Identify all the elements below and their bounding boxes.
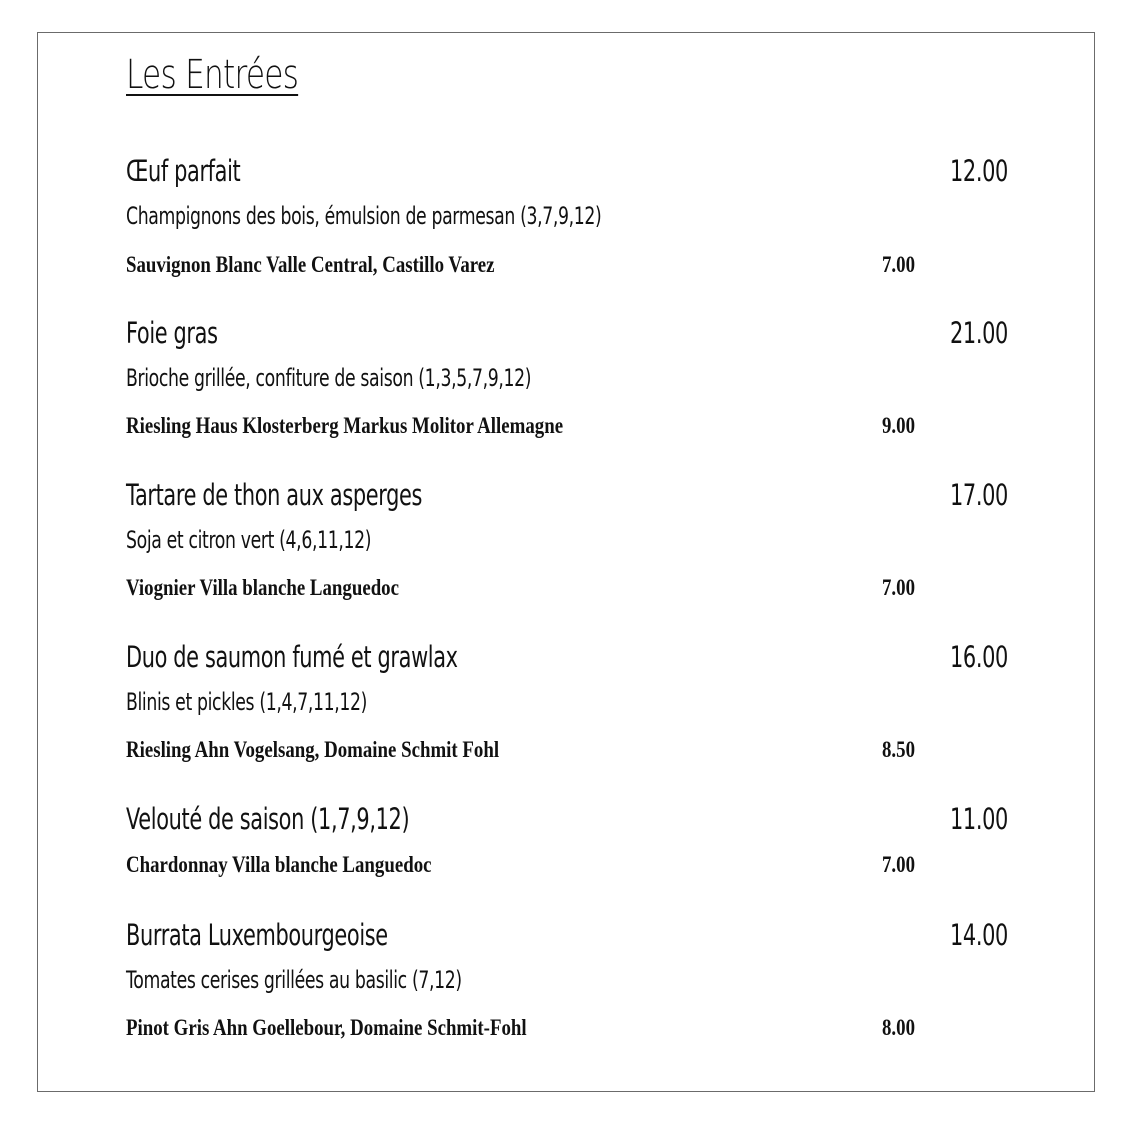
dish-name: Tartare de thon aux asperges [126, 478, 422, 512]
wine-pairing: Viognier Villa blanche Languedoc [126, 575, 399, 600]
wine-pairing: Sauvignon Blanc Valle Central, Castillo Varez [126, 252, 495, 277]
wine-price: 7.00 [882, 252, 916, 277]
wine-price: 8.50 [882, 737, 916, 762]
wine-price: 7.00 [882, 852, 916, 877]
wine-pairing: Pinot Gris Ahn Goellebour, Domaine Schmit-Fohl [126, 1015, 527, 1040]
dish-price: 11.00 [950, 802, 1008, 836]
dish-price: 14.00 [950, 918, 1008, 952]
dish-name: Burrata Luxembourgeoise [126, 918, 388, 952]
dish-price: 12.00 [950, 154, 1008, 188]
wine-price: 7.00 [882, 575, 916, 600]
dish-name: Foie gras [126, 316, 218, 350]
menu-title: Les Entrées [126, 52, 299, 98]
menu-item [0, 154, 1126, 284]
menu-item [0, 478, 1126, 608]
menu-item [0, 918, 1126, 1048]
dish-price: 17.00 [950, 478, 1008, 512]
dish-description: Soja et citron vert (4,6,11,12) [126, 526, 372, 554]
wine-pairing: Riesling Haus Klosterberg Markus Molitor Allemagne [126, 413, 564, 438]
dish-price: 21.00 [950, 316, 1008, 350]
dish-price: 16.00 [950, 640, 1008, 674]
dish-name: Duo de saumon fumé et grawlax [126, 640, 458, 674]
dish-description: Blinis et pickles (1,4,7,11,12) [126, 688, 368, 716]
wine-pairing: Chardonnay Villa blanche Languedoc [126, 852, 432, 877]
menu-item [0, 802, 1126, 932]
dish-description: Tomates cerises grillées au basilic (7,12) [126, 966, 462, 994]
wine-price: 9.00 [882, 413, 916, 438]
wine-price: 8.00 [882, 1015, 916, 1040]
wine-pairing: Riesling Ahn Vogelsang, Domaine Schmit Fohl [126, 737, 500, 762]
menu-item [0, 316, 1126, 446]
dish-name: Velouté de saison (1,7,9,12) [126, 802, 410, 836]
dish-description: Champignons des bois, émulsion de parmesan (3,7,9,12) [126, 202, 602, 230]
menu-item [0, 640, 1126, 770]
dish-description: Brioche grillée, confiture de saison (1,3,5,7,9,12) [126, 364, 532, 392]
dish-name: Œuf parfait [126, 154, 241, 188]
